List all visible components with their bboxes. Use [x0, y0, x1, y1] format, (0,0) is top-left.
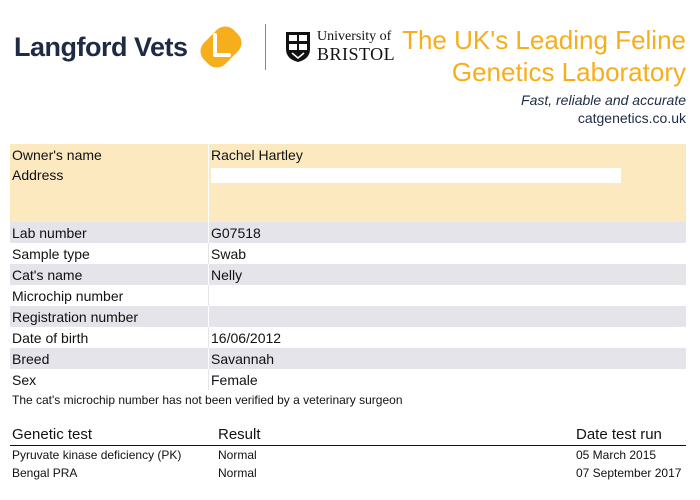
microchip-label: Microchip number — [10, 285, 209, 306]
table-row — [10, 464, 686, 482]
tagline: Fast, reliable and accurate — [521, 92, 686, 108]
registration-value — [209, 306, 687, 327]
sex-value: Female — [209, 369, 687, 390]
table-row — [10, 243, 686, 264]
cat-name-value: Nelly — [209, 264, 687, 285]
langford-vets-logo — [14, 22, 246, 72]
column-header-test: Genetic test — [10, 424, 216, 446]
website-link[interactable]: catgenetics.co.uk — [577, 110, 686, 126]
university-line2: BRISTOL — [317, 43, 396, 64]
table-row — [10, 264, 686, 285]
table-row — [10, 144, 686, 165]
table-row — [10, 285, 686, 306]
table-row — [10, 306, 686, 327]
column-header-result: Result — [216, 424, 574, 446]
dob-value: 16/06/2012 — [209, 327, 687, 348]
registration-label: Registration number — [10, 306, 209, 327]
breed-value: Savannah — [209, 348, 687, 369]
cat-details-table — [10, 144, 686, 390]
breed-label: Breed — [10, 348, 209, 369]
sample-type-label: Sample type — [10, 243, 209, 264]
lab-number-value: G07518 — [209, 222, 687, 243]
brand-name: Langford Vets — [14, 31, 188, 62]
genetic-results-table — [10, 424, 686, 482]
sample-type-value: Swab — [209, 243, 687, 264]
table-row — [10, 222, 686, 243]
sex-label: Sex — [10, 369, 209, 390]
university-line1: University of — [317, 29, 392, 44]
test-date: 05 March 2015 — [576, 448, 657, 462]
test-result: Normal — [218, 466, 257, 480]
table-row — [10, 348, 686, 369]
microchip-note: The cat's microchip number has not been verified by a veterinary surgeon — [12, 393, 403, 407]
test-name: Bengal PRA — [12, 466, 78, 480]
microchip-value — [209, 285, 687, 306]
headline-line2: Genetics Laboratory — [451, 57, 686, 87]
column-header-date: Date test run — [574, 424, 686, 446]
logo-divider — [265, 24, 266, 70]
langford-l-icon — [196, 22, 246, 72]
table-row — [10, 446, 686, 465]
university-logo — [285, 30, 395, 64]
table-row — [10, 327, 686, 348]
owner-name-value: Rachel Hartley — [209, 144, 687, 165]
address-value — [211, 168, 621, 183]
university-crest-icon — [285, 31, 311, 63]
results-header-row — [10, 424, 686, 446]
table-row — [10, 165, 686, 222]
lab-number-label: Lab number — [10, 222, 209, 243]
headline-line1: The UK's Leading Feline — [402, 25, 686, 55]
dob-label: Date of birth — [10, 327, 209, 348]
test-name: Pyruvate kinase deficiency (PK) — [12, 448, 182, 462]
test-result: Normal — [218, 448, 257, 462]
test-date: 07 September 2017 — [576, 466, 682, 480]
address-label: Address — [10, 165, 209, 222]
cat-name-label: Cat's name — [10, 264, 209, 285]
headline — [402, 24, 686, 88]
owner-name-label: Owner's name — [10, 144, 209, 165]
table-row — [10, 369, 686, 390]
